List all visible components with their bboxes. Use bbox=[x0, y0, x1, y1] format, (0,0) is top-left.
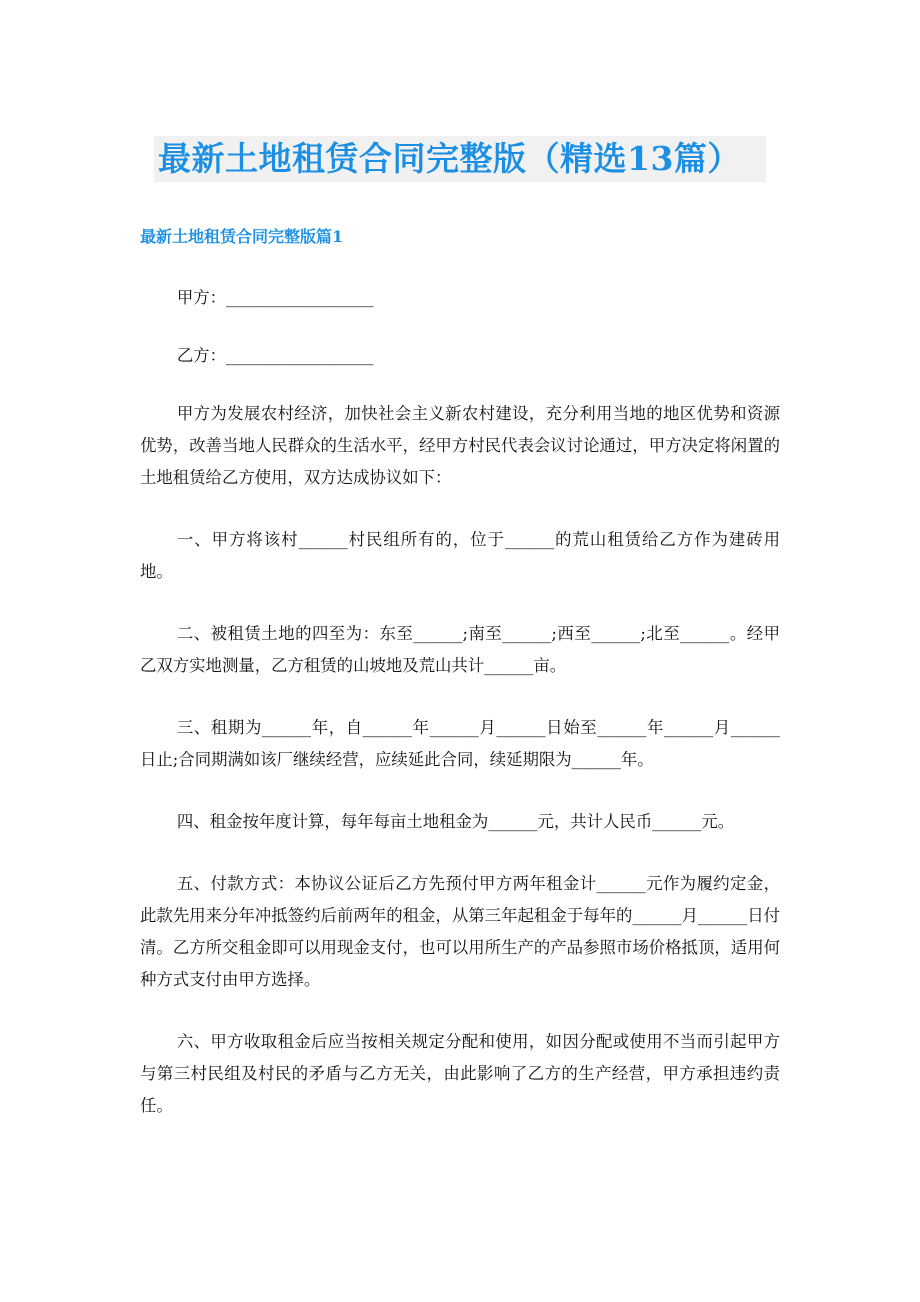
section-heading: 最新土地租赁合同完整版篇1 bbox=[140, 227, 344, 246]
clause-5-paragraph: 五、付款方式：本协议公证后乙方先预付甲方两年租金计______元作为履约定金，此款先用来分年冲抵签约后前两年的租金，从第三年起租金于每年的______月______日付清。乙方所交租金即可以用现金支付，也可以用所生产的产品参照市场价格抵顶，适用何种方式支付由甲方选择。 bbox=[140, 874, 780, 989]
clause-6-paragraph: 六、甲方收取租金后应当按相关规定分配和使用，如因分配或使用不当而引起甲方与第三村民组及村民的矛盾与乙方无关，由此影响了乙方的生产经营，甲方承担违约责任。 bbox=[140, 1032, 780, 1115]
clause-2-paragraph: 二、被租赁土地的四至为：东至______;南至______;西至______;北至______。经甲乙双方实地测量，乙方租赁的山坡地及荒山共计______亩。 bbox=[140, 624, 780, 675]
clause-3-paragraph: 三、租期为______年，自______年______月______日始至______年______月______日止;合同期满如该厂继续经营，应续延此合同，续延期限为______年。 bbox=[140, 718, 780, 769]
contract-body bbox=[140, 282, 780, 1152]
party-b-line: 乙方：__________________ bbox=[176, 346, 374, 365]
title-banner bbox=[154, 136, 766, 182]
page-title: 最新土地租赁合同完整版（精选13篇） bbox=[158, 139, 741, 178]
party-a-line: 甲方：__________________ bbox=[176, 288, 374, 307]
clause-4-paragraph: 四、租金按年度计算，每年每亩土地租金为______元，共计人民币______元。 bbox=[176, 812, 735, 831]
preamble-paragraph: 甲方为发展农村经济，加快社会主义新农村建设，充分利用当地的地区优势和资源优势，改善当地人民群众的生活水平，经甲方村民代表会议讨论通过，甲方决定将闲置的土地租赁给乙方使用，双方达成协议如下： bbox=[140, 404, 780, 487]
clause-1-paragraph: 一、甲方将该村______村民组所有的，位于______的荒山租赁给乙方作为建砖用地。 bbox=[140, 530, 780, 581]
